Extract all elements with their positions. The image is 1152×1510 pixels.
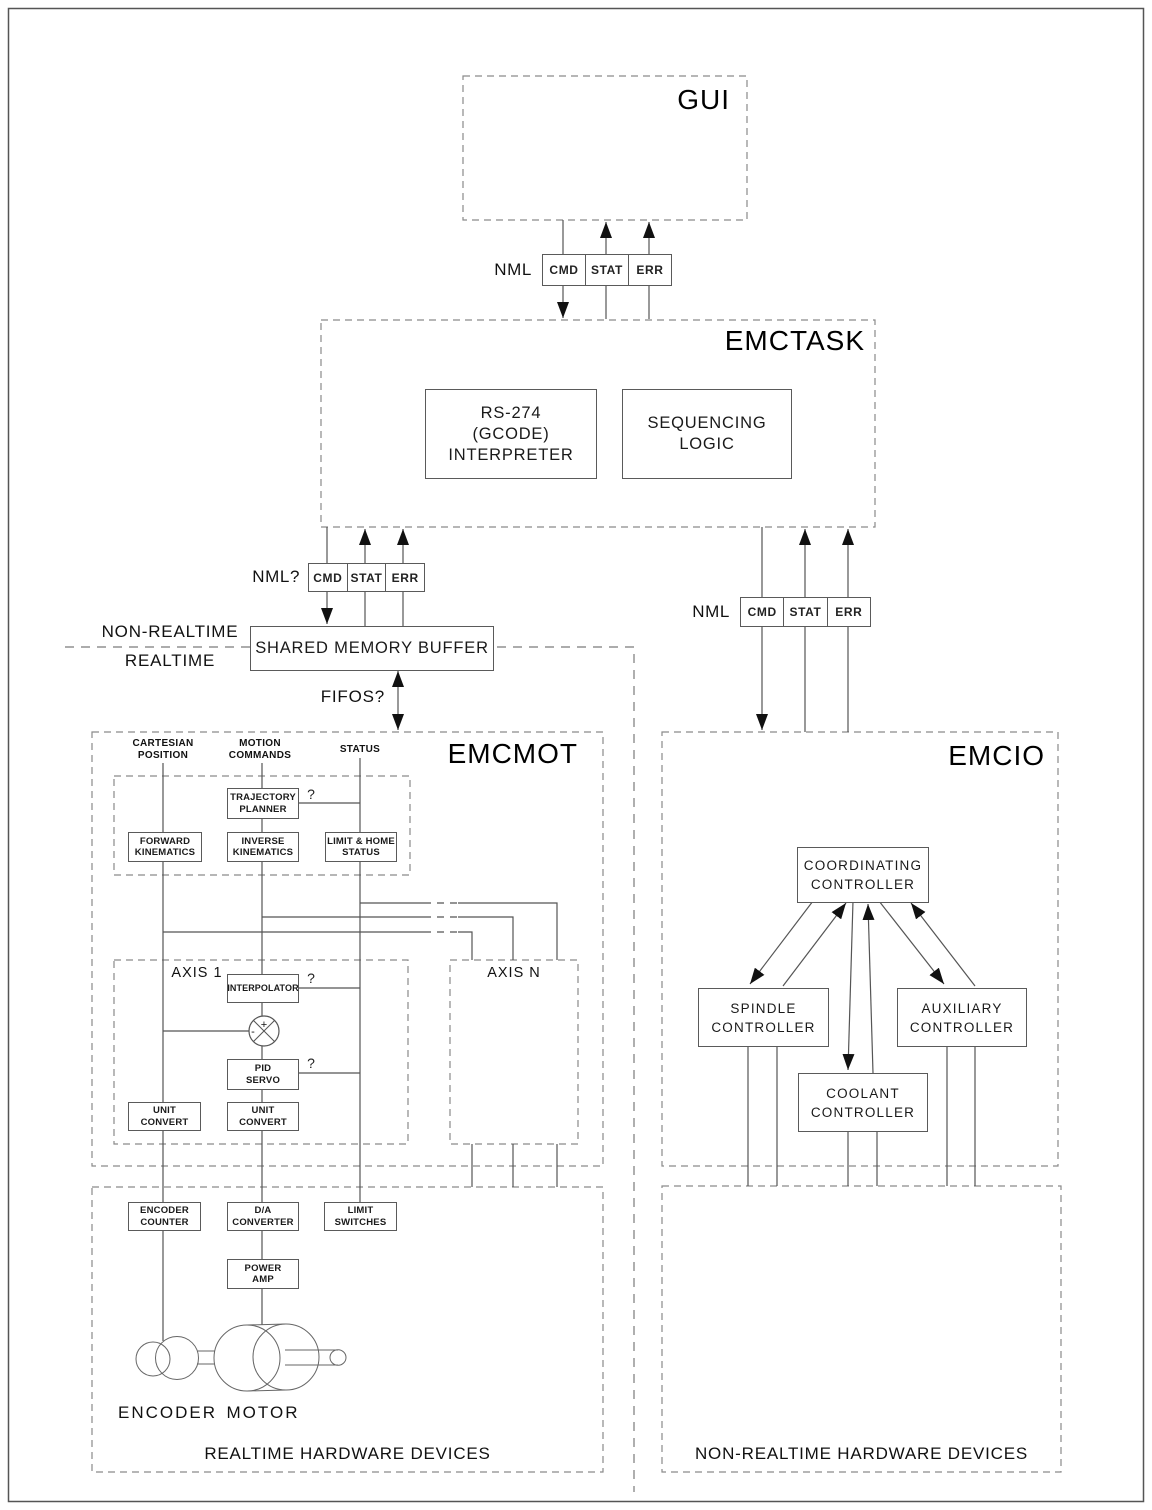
nml-right-stat-cell: STAT [783,598,826,626]
fifos-label: FIFOS? [320,687,385,706]
motor-shaft-end [330,1350,346,1366]
inverse-kinematics-box: INVERSE KINEMATICS [227,832,299,862]
sequencing-line: LOGIC [679,435,735,453]
encoder-face [136,1342,170,1376]
nonrealtime-hardware-caption: NON-REALTIME HARDWARE DEVICES [694,1444,1028,1463]
summing-junction [249,1016,279,1046]
status-label: STATUS [339,744,381,755]
axisn-label: AXIS N [487,965,541,981]
encoder-counter-box: ENCODER COUNTER [128,1202,201,1231]
power-amp-box: POWER AMP [227,1259,299,1289]
emcio-arrows [750,901,975,1073]
nml-left-row [308,563,425,592]
sequencing-line: SEQUENCING [647,414,767,432]
nml-right-label: NML [692,602,730,621]
emcmot-title: EMCMOT [447,738,578,769]
interpolator-question-mark: ? [307,970,315,986]
pid-servo-box: PID SERVO [227,1059,299,1090]
interpolator-box: INTERPOLATOR [227,974,299,1003]
da-converter-box: D/A CONVERTER [227,1202,299,1231]
interpreter-line: (GCODE) [472,424,550,443]
motor-label: MOTOR [226,1403,300,1422]
encoder-label: ENCODER [118,1403,218,1422]
auxiliary-controller-box: AUXILIARY CONTROLLER [897,988,1027,1047]
emctask-emcio-links [762,527,848,732]
axisn-border [450,960,578,1144]
limit-home-status-box: LIMIT & HOME STATUS [325,832,397,862]
realtime-label: REALTIME [124,651,216,670]
nml-right-row [740,597,871,627]
gui-title: GUI [677,84,730,115]
interpreter-line: RS-274 [480,403,542,422]
motor-body-right [253,1324,319,1390]
unit-convert-output-box: UNIT CONVERT [227,1102,299,1131]
realtime-hardware-caption: REALTIME HARDWARE DEVICES [204,1444,491,1463]
motion-commands-label: MOTION COMMANDS [228,738,292,761]
cartesian-position-label: CARTESIAN POSITION [132,738,194,761]
emcio-title: EMCIO [948,740,1045,771]
non-realtime-label: NON-REALTIME [101,622,239,641]
shared-memory-buffer-box [250,626,494,671]
sum-minus-sign: - [251,1026,255,1038]
realtime-divider [65,647,634,1492]
nml-right-err-cell: ERR [827,598,870,626]
trajectory-question-mark: ? [307,786,315,802]
nonrealtime-hardware-border [662,1186,1061,1472]
nml-right-cmd-cell: CMD [747,605,777,619]
emctask-title: EMCTASK [724,325,865,356]
limit-switches-box: LIMIT SWITCHES [324,1202,397,1231]
coordinating-controller-box: COORDINATING CONTROLLER [797,847,929,903]
nml-left-err-cell: ERR [385,564,424,591]
shared-memory-label: SHARED MEMORY BUFFER [255,639,489,657]
sequencing-logic-box [622,389,792,479]
coolant-controller-box: COOLANT CONTROLLER [798,1073,928,1132]
nml-left-stat-cell: STAT [347,564,386,591]
trajectory-planner-box: TRAJECTORY PLANNER [227,788,299,819]
nml-top-label: NML [494,260,532,279]
forward-kinematics-box: FORWARD KINEMATICS [128,832,202,862]
nml-top-err-cell: ERR [628,255,671,285]
interpreter-line: INTERPRETER [448,445,574,464]
sum-plus-sign: + [260,1019,268,1031]
nml-top-cmd-cell: CMD [549,263,579,277]
encoder-motor-graphic [136,1324,346,1391]
nml-top-row [542,254,672,286]
gcode-interpreter-box [425,389,597,479]
emcmot-region-border [92,732,603,1166]
axis1-label: AXIS 1 [171,965,223,981]
unit-convert-feedback-box: UNIT CONVERT [128,1102,201,1131]
spindle-controller-box: SPINDLE CONTROLLER [698,988,829,1047]
nml-top-stat-cell: STAT [585,255,628,285]
nml-left-label: NML? [252,567,300,586]
nml-left-cmd-cell: CMD [313,570,343,585]
motor-body-left [214,1325,280,1391]
pid-question-mark: ? [307,1055,315,1071]
